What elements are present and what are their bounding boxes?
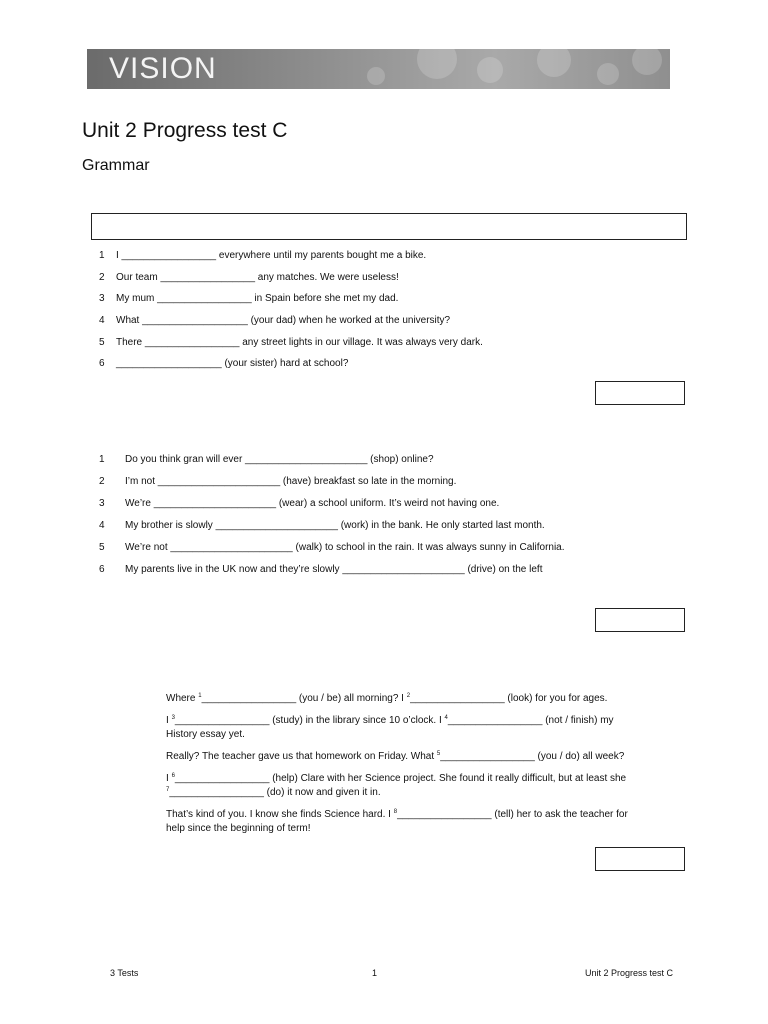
- score-box: [595, 608, 685, 632]
- item-text: What ___________________ (your dad) when he worked at the university?: [116, 315, 451, 326]
- dialogue-line: [166, 808, 628, 822]
- banner-bubble: [367, 67, 385, 85]
- gap-number: 3: [171, 715, 175, 721]
- dialogue-text: _________________ (help) Clare with her Science project. She found it really difficult, but at least she: [174, 773, 627, 784]
- dialogue-text: help since the beginning of term!: [166, 823, 311, 834]
- dialogue-line: [166, 714, 628, 728]
- page-title: Unit 2 Progress test C: [82, 119, 288, 142]
- item-text: Our team _________________ any matches. We were useless!: [116, 272, 399, 283]
- page-number: 1: [372, 968, 378, 978]
- dialogue-text: _________________ (not / finish) my: [447, 715, 614, 726]
- dialogue-text: _________________ (look) for you for ages.: [410, 693, 608, 704]
- item-text: Do you think gran will ever ______________________ (shop) online?: [125, 454, 434, 465]
- banner-bubble: [417, 49, 457, 79]
- item-number: 4: [99, 315, 105, 326]
- item-text: My mum _________________ in Spain before she met my dad.: [116, 293, 399, 304]
- item-number: 2: [99, 272, 105, 283]
- item-text: I _________________ everywhere until my parents bought me a bike.: [116, 250, 427, 261]
- dialogue-text: _________________ (do) it now and given it in.: [169, 787, 381, 798]
- item-number: 1: [99, 454, 105, 465]
- item-number: 2: [99, 476, 105, 487]
- item-number: 6: [99, 358, 105, 369]
- footer-right: Unit 2 Progress test C: [585, 968, 674, 978]
- instruction-box: [91, 213, 687, 240]
- dialogue-text: Really? The teacher gave us that homework on Friday. What: [166, 751, 437, 762]
- item-number: 3: [99, 498, 105, 509]
- gap-number: 6: [171, 773, 175, 779]
- item-text: There _________________ any street lights in our village. It was always very dark.: [116, 337, 483, 348]
- dialogue-text: That’s kind of you. I know she finds Science hard. I: [166, 809, 394, 820]
- banner-bubble: [632, 49, 662, 75]
- score-box: [595, 381, 685, 405]
- gap-number: 1: [198, 693, 202, 699]
- item-number: 1: [99, 250, 105, 261]
- item-number: 3: [99, 293, 105, 304]
- dialogue-text: History essay yet.: [166, 729, 245, 740]
- item-text: I’m not ______________________ (have) breakfast so late in the morning.: [125, 476, 457, 487]
- gap-number: 2: [406, 693, 411, 699]
- banner-bubble: [477, 57, 503, 83]
- section-heading: Grammar: [82, 157, 150, 174]
- item-text: We’re ______________________ (wear) a school uniform. It’s weird not having one.: [125, 498, 500, 509]
- dialogue-text: I: [166, 773, 172, 784]
- item-number: 6: [99, 564, 105, 575]
- banner-bubble: [537, 49, 571, 77]
- dialogue-text: I: [166, 715, 172, 726]
- score-box: [595, 847, 685, 871]
- dialogue-line: [166, 786, 628, 800]
- item-text: ___________________ (your sister) hard at school?: [116, 358, 349, 369]
- banner-bubble: [597, 63, 619, 85]
- dialogue-line: [166, 772, 628, 786]
- item-number: 5: [99, 337, 105, 348]
- dialogue-exercise: [166, 692, 628, 836]
- dialogue-line: [166, 692, 628, 706]
- dialogue-line: [166, 728, 628, 742]
- gap-number: 5: [436, 751, 441, 757]
- dialogue-text: _________________ (tell) her to ask the teacher for: [397, 809, 628, 820]
- header-banner: [87, 49, 670, 89]
- gap-number: 7: [166, 787, 170, 793]
- gap-number: 4: [444, 715, 448, 721]
- item-number: 5: [99, 542, 105, 553]
- dialogue-text: Where: [166, 693, 199, 704]
- gap-number: 8: [393, 809, 398, 815]
- footer-left: 3 Tests: [110, 968, 139, 978]
- item-number: 4: [99, 520, 105, 531]
- item-text: We’re not ______________________ (walk) to school in the rain. It was always sunny in California.: [125, 542, 565, 553]
- dialogue-text: _________________ (study) in the library since 10 o’clock. I: [174, 715, 445, 726]
- dialogue-line: [166, 750, 628, 764]
- dialogue-line: [166, 822, 628, 836]
- item-text: My brother is slowly ______________________ (work) in the bank. He only started last month.: [125, 520, 545, 531]
- dialogue-text: _________________ (you / be) all morning? I: [201, 693, 407, 704]
- vision-logo: VISION: [109, 52, 217, 85]
- dialogue-text: _________________ (you / do) all week?: [440, 751, 625, 762]
- item-text: My parents live in the UK now and they’re slowly ______________________ (drive) on the left: [125, 564, 543, 575]
